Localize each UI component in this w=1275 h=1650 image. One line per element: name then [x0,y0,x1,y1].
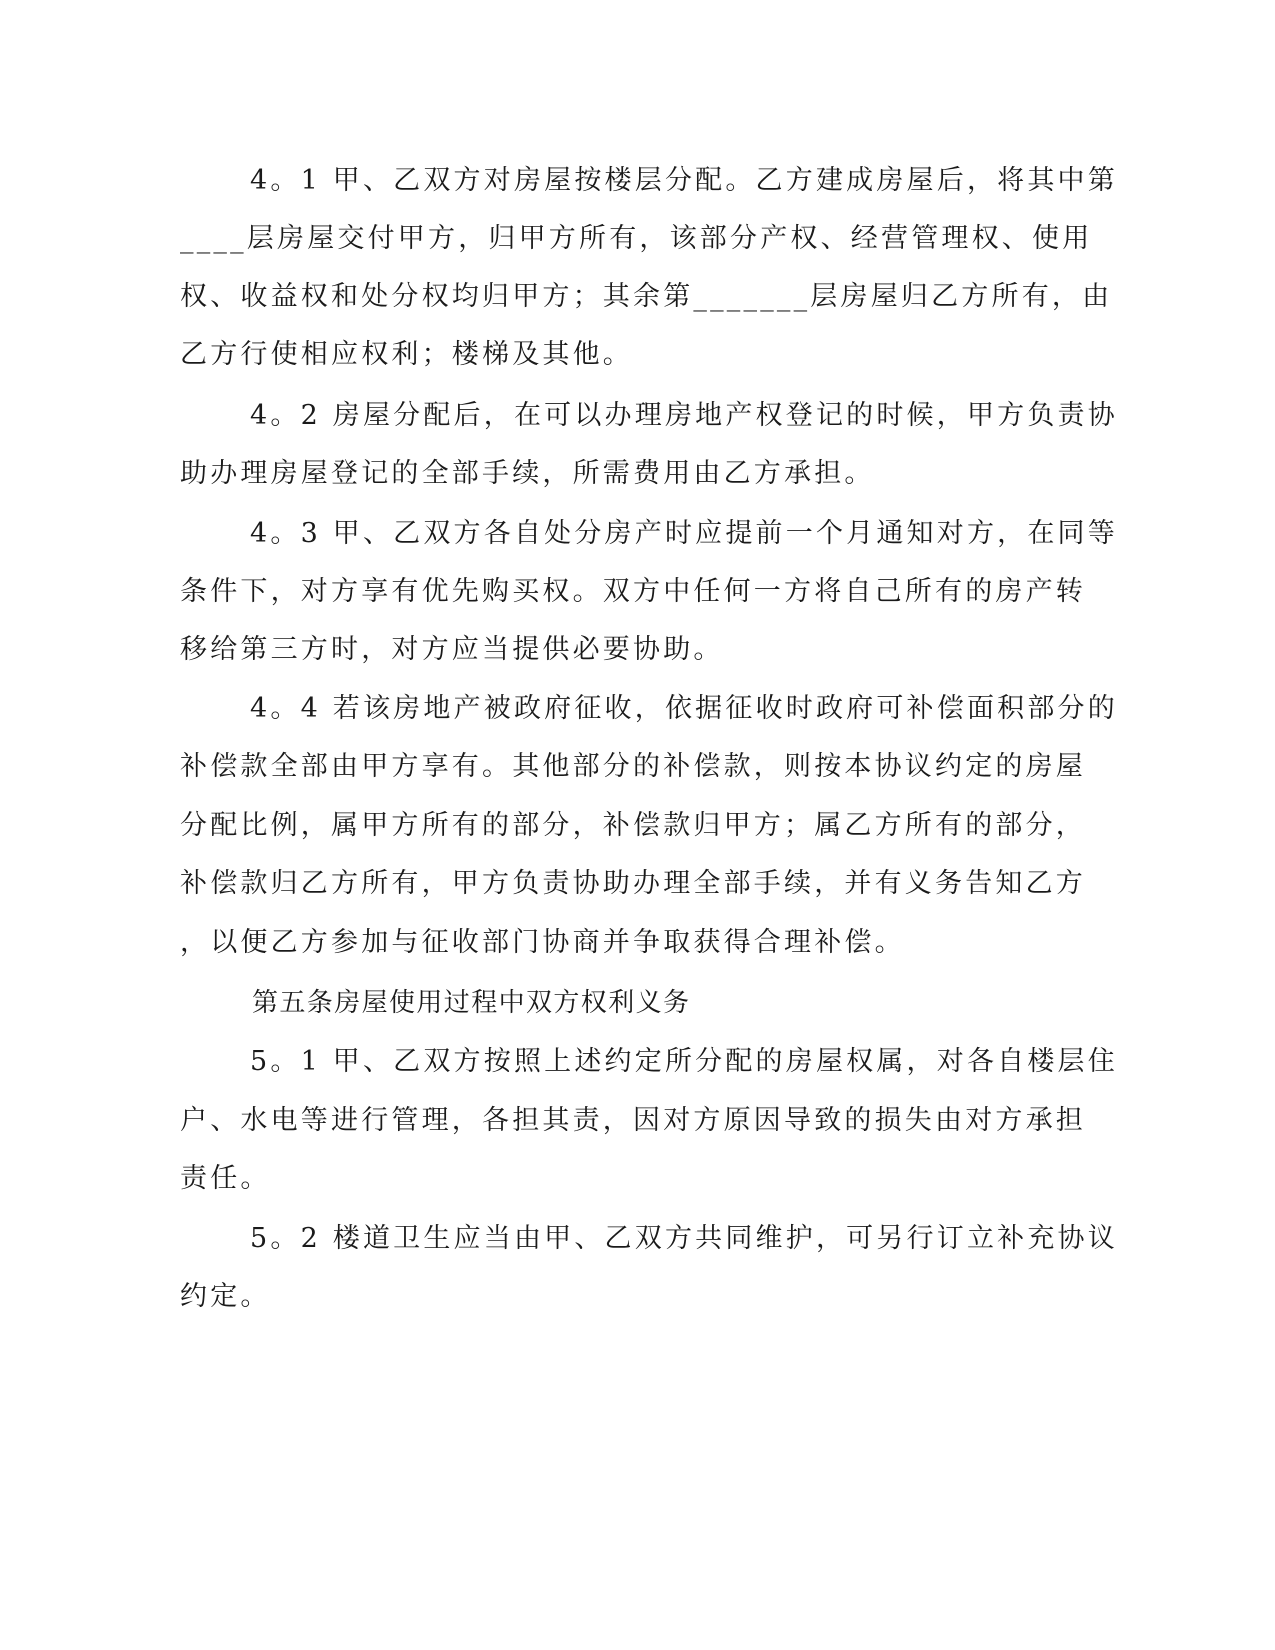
clause-4-3-line-3: 移给第三方时，对方应当提供必要协助。 [180,634,724,665]
clause-4-4-line-5: ，以便乙方参加与征收部门协商并争取获得合理补偿。 [180,927,905,958]
clause-5-1-line-1: 5。1 甲、乙双方按照上述约定所分配的房屋权属，对各自楼层住 [250,1046,1118,1077]
clause-4-4-line-3: 分配比例，属甲方所有的部分，补偿款归甲方；属乙方所有的部分， [180,810,1086,841]
clause-4-1-line-3: 权、收益权和处分权均归甲方；其余第_______层房屋归乙方所有，由 [180,281,1113,312]
clause-4-1-line-2: ____层房屋交付甲方，归甲方所有，该部分产权、经营管理权、使用 [180,223,1093,254]
clause-4-3-line-2: 条件下，对方享有优先购买权。双方中任何一方将自己所有的房产转 [180,576,1086,607]
clause-5-2-line-1: 5。2 楼道卫生应当由甲、乙双方共同维护，可另行订立补充协议 [250,1223,1118,1254]
clause-4-2-line-2: 助办理房屋登记的全部手续，所需费用由乙方承担。 [180,458,875,489]
clause-4-4-line-2: 补偿款全部由甲方享有。其他部分的补偿款，则按本协议约定的房屋 [180,751,1086,782]
article-5-heading: 第五条房屋使用过程中双方权利义务 [252,988,691,1018]
clause-5-1-line-3: 责任。 [180,1163,271,1194]
clause-4-4-line-1: 4。4 若该房地产被政府征收，依据征收时政府可补偿面积部分的 [250,693,1118,724]
clause-4-1-line-1: 4。1 甲、乙双方对房屋按楼层分配。乙方建成房屋后，将其中第 [250,165,1118,196]
clause-4-4-line-4: 补偿款归乙方所有，甲方负责协助办理全部手续，并有义务告知乙方 [180,868,1086,899]
clause-5-1-line-2: 户、水电等进行管理，各担其责，因对方原因导致的损失由对方承担 [180,1105,1086,1136]
clause-4-1-line-4: 乙方行使相应权利；楼梯及其他。 [180,339,633,370]
clause-4-3-line-1: 4。3 甲、乙双方各自处分房产时应提前一个月通知对方，在同等 [250,518,1118,549]
clause-4-2-line-1: 4。2 房屋分配后，在可以办理房地产权登记的时候，甲方负责协 [250,400,1118,431]
clause-5-2-line-2: 约定。 [180,1281,271,1312]
